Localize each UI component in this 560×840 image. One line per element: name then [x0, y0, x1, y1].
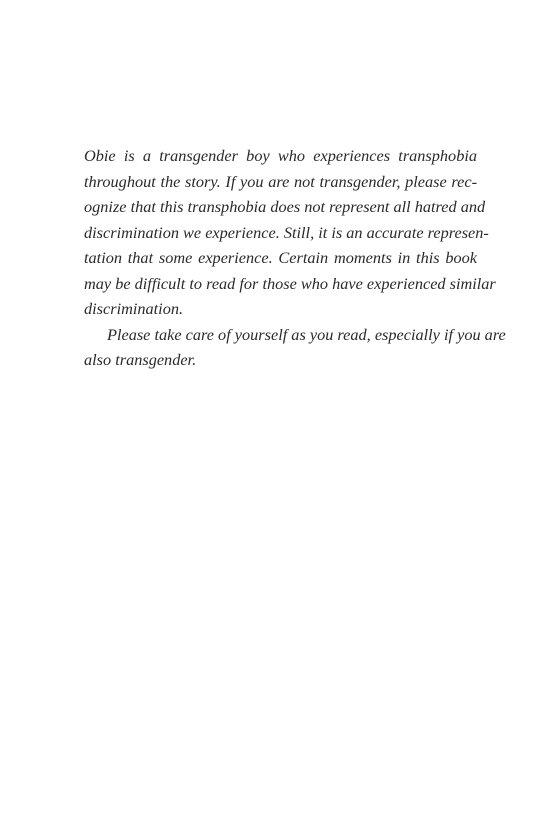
text-line: Obie is a transgender boy who experiences transphobia [84, 146, 477, 165]
text-line: Please take care of yourself as you read, especially if you are [107, 324, 506, 344]
content-warning-text [84, 143, 506, 373]
content-warning-paragraph-2 [84, 322, 506, 373]
text-line: discrimination. [84, 299, 184, 318]
text-line: also transgender. [84, 350, 197, 369]
text-line: tation that some experience. Certain moments in this book [84, 248, 477, 267]
text-line: may be difficult to read for those who have experienced similar [84, 273, 496, 293]
content-warning-paragraph-1 [84, 143, 496, 322]
text-line: ognize that this transphobia does not represent all hatred and [84, 197, 486, 216]
text-line: throughout the story. If you are not transgender, please rec- [84, 171, 477, 191]
text-line: discrimination we experience. Still, it is an accurate represen- [84, 222, 489, 242]
